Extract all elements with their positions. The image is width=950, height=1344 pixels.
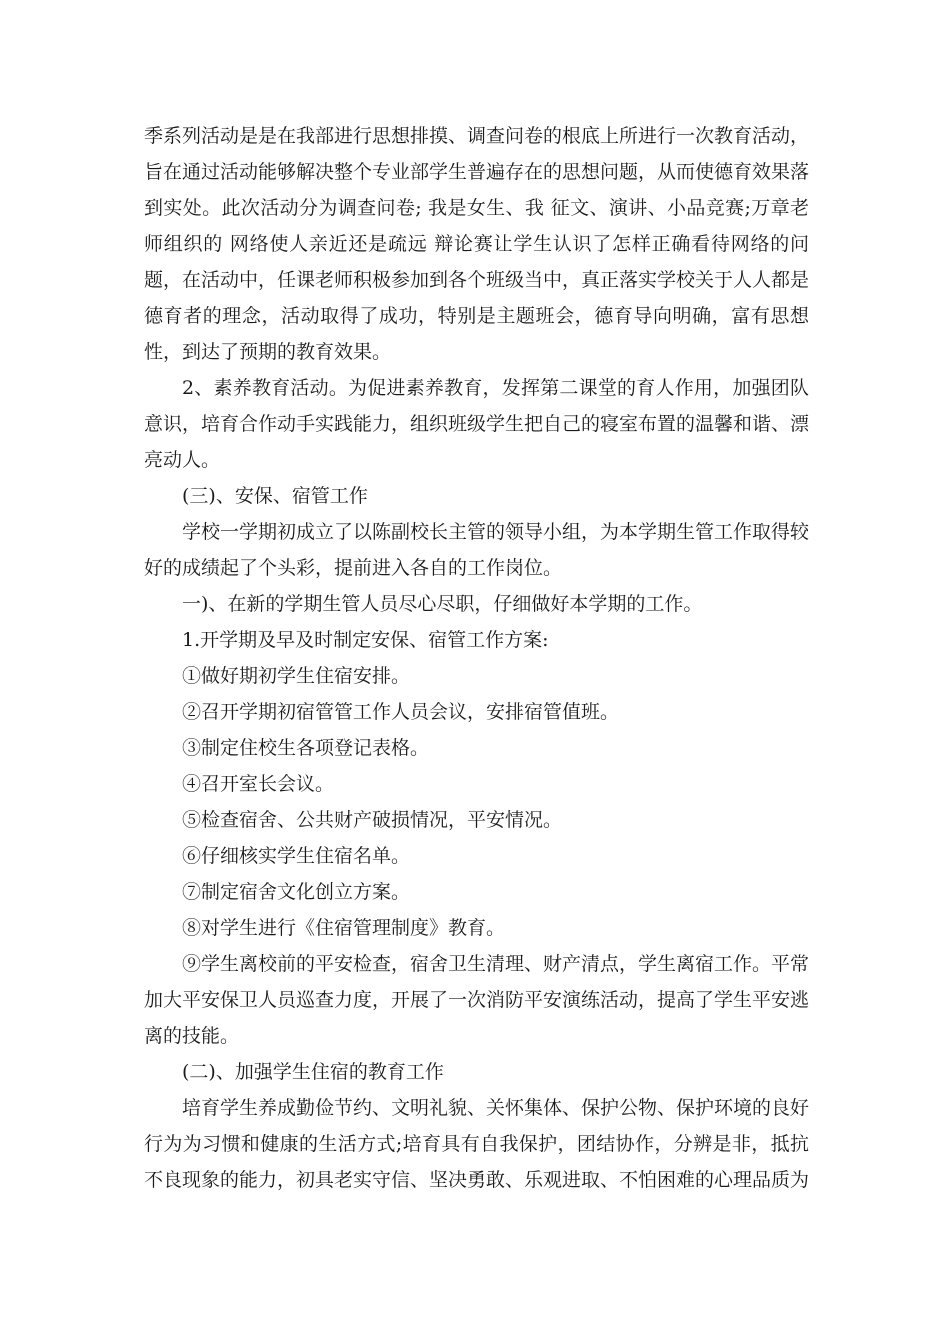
list-item: ③制定住校生各项登记表格。 [182,737,430,759]
paragraph-activity-summary: 季系列活动是是在我部进行思想排摸、调查问卷的根底上所进行一次教育活动，旨在通过活动能够解决整个专业部学生普遍存在的思想问题，从而使德育效果落到实处。此次活动分为调查问卷; 我是女生、我 征文、演讲、小品竞赛;万章老师组织的 网络使人亲近还是疏远 辩论赛让学生认识了怎样正确看待网络的问题，在活动中，任课老师积极参加到各个班级当中，真正落实学校关于人人都是德育者的理念，活动取得了成功，特别是主题班会，德育导向明确，富有思想性，到达了预期的教育效果。 [144,125,810,363]
list-item: ⑨学生离校前的平安检查，宿舍卫生清理、财产清点，学生离宿工作。平常加大平安保卫人员巡查力度，开展了一次消防平安演练活动，提高了学生平安逃离的技能。 [144,953,810,1047]
list-item: ⑥仔细核实学生住宿名单。 [182,845,411,867]
list-item: ①做好期初学生住宿安排。 [182,665,411,687]
document-body [144,118,809,1198]
paragraph-quality-education: 2、素养教育活动。为促进素养教育，发挥第二课堂的育人作用，加强团队意识，培育合作动手实践能力，组织班级学生把自己的寝室布置的温馨和谐、漂亮动人。 [144,377,810,471]
list-item: ⑤检查宿舍、公共财产破损情况，平安情况。 [182,809,563,831]
paragraph-habits-cultivation: 培育学生养成勤俭节约、文明礼貌、关怀集体、保护公物、保护环境的良好行为为习惯和健康的生活方式;培育具有自我保护，团结协作，分辨是非，抵抗不良现象的能力，初具老实守信、坚决勇敢、乐观进取、不怕困难的心理品质为 [144,1097,810,1191]
section-heading-security-dorm: (三)、安保、宿管工作 [182,485,368,507]
list-item: ②召开学期初宿管管工作人员会议，安排宿管值班。 [182,701,620,723]
list-item: ④召开室长会议。 [182,773,335,795]
list-heading-work-plan: 1.开学期及早及时制定安保、宿管工作方案: [182,629,549,651]
list-item: ⑧对学生进行《住宿管理制度》教育。 [182,917,506,939]
section-heading-dorm-education: (二)、加强学生住宿的教育工作 [182,1061,444,1083]
list-item: ⑦制定宿舍文化创立方案。 [182,881,411,903]
paragraph-leadership-group: 学校一学期初成立了以陈副校长主管的领导小组，为本学期生管工作取得较好的成绩起了个头彩，提前进入各自的工作岗位。 [144,521,810,579]
subheading-new-semester: 一)、在新的学期生管人员尽心尽职，仔细做好本学期的工作。 [182,593,703,615]
